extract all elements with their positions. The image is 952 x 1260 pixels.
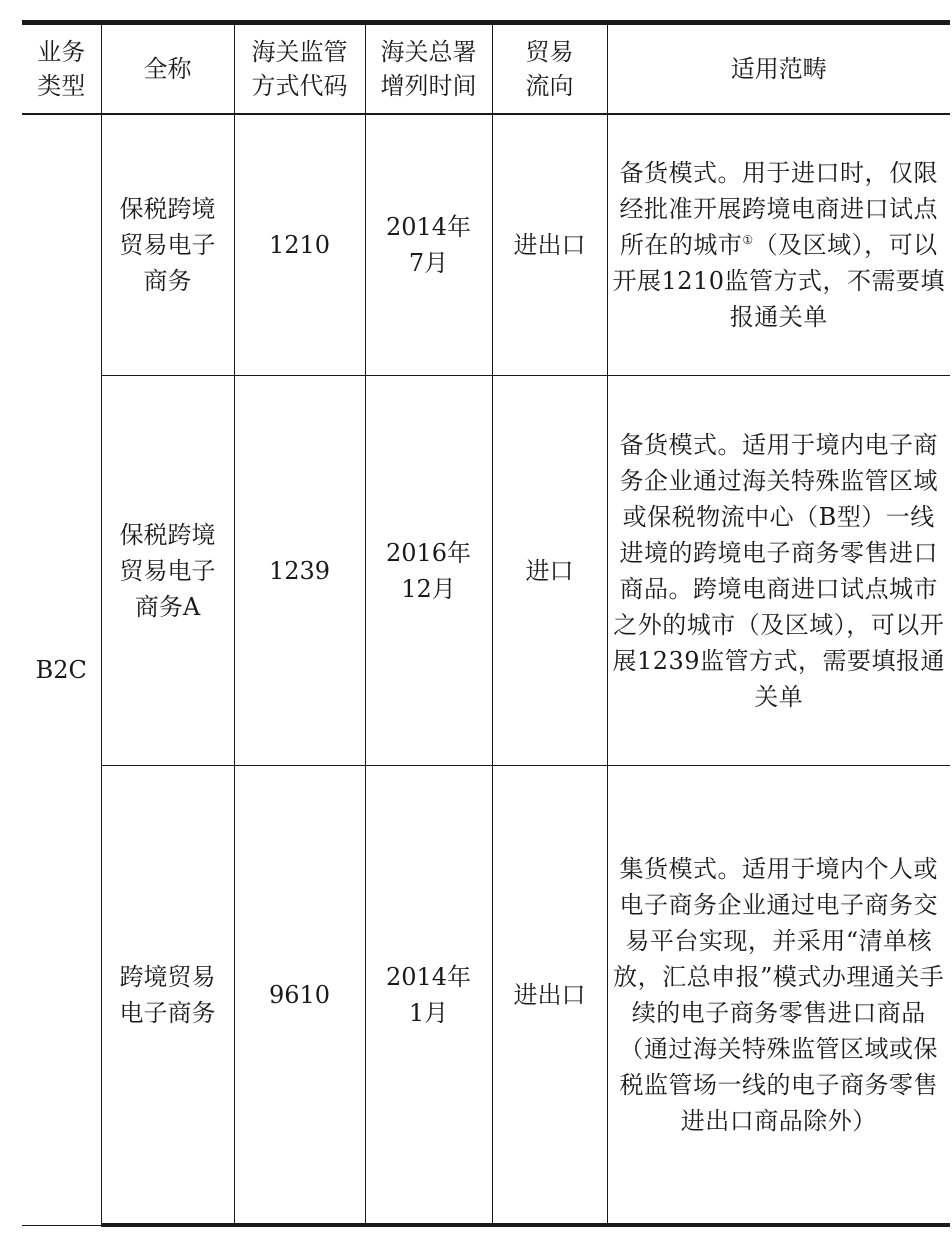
table-row [22, 376, 950, 766]
header-full-name: 全称 [101, 23, 234, 115]
date-cell: 2016年 12月 [365, 376, 492, 766]
scope-cell [607, 114, 950, 376]
flow-cell: 进出口 [492, 766, 607, 1226]
scope-text: 备货模式。用于进口时，仅限经批准开展跨境电商进口试点所在的城市 [619, 159, 938, 259]
business-type-cell: B2C [22, 114, 101, 1225]
scope-cell [607, 376, 950, 766]
flow-cell: 进出口 [492, 114, 607, 376]
scope-text: 备货模式。适用于境内电子商务企业通过海关特殊监管区域或保税物流中心（B型）一线进境的跨境电子商务零售进口商品。跨境电商进口试点城市之外的城市（及区域），可以开展1239监管方式，需要填报通关单 [612, 430, 946, 711]
header-business-type: 业务 类型 [22, 23, 101, 115]
full-name-cell: 跨境贸易 电子商务 [101, 766, 234, 1226]
header-added-date: 海关总署 增列时间 [365, 23, 492, 115]
scope-cell [607, 766, 950, 1226]
code-cell: 9610 [234, 766, 365, 1226]
header-supervision-code: 海关监管 方式代码 [234, 23, 365, 115]
full-name-cell: 保税跨境 贸易电子 商务A [101, 376, 234, 766]
flow-cell: 进口 [492, 376, 607, 766]
scope-text-continued: （及区域），可以开展1210监管方式，不需要填报通关单 [612, 231, 946, 331]
customs-supervision-table [22, 20, 950, 1227]
footnote-marker: ① [742, 233, 754, 247]
table-row [22, 114, 950, 376]
scope-text: 集货模式。适用于境内个人或电子商务企业通过电子商务交易平台实现，并采用“清单核放，汇总申报”模式办理通关手续的电子商务零售进口商品（通过海关特殊监管区域或保税监管场一线的电子商务零售进出口商品除外） [613, 854, 945, 1135]
header-trade-flow: 贸易 流向 [492, 23, 607, 115]
table-row [22, 766, 950, 1226]
code-cell: 1210 [234, 114, 365, 376]
date-cell: 2014年 1月 [365, 766, 492, 1226]
date-cell: 2014年 7月 [365, 114, 492, 376]
full-name-cell: 保税跨境 贸易电子 商务 [101, 114, 234, 376]
header-row [22, 23, 950, 115]
header-scope: 适用范畴 [607, 23, 950, 115]
code-cell: 1239 [234, 376, 365, 766]
